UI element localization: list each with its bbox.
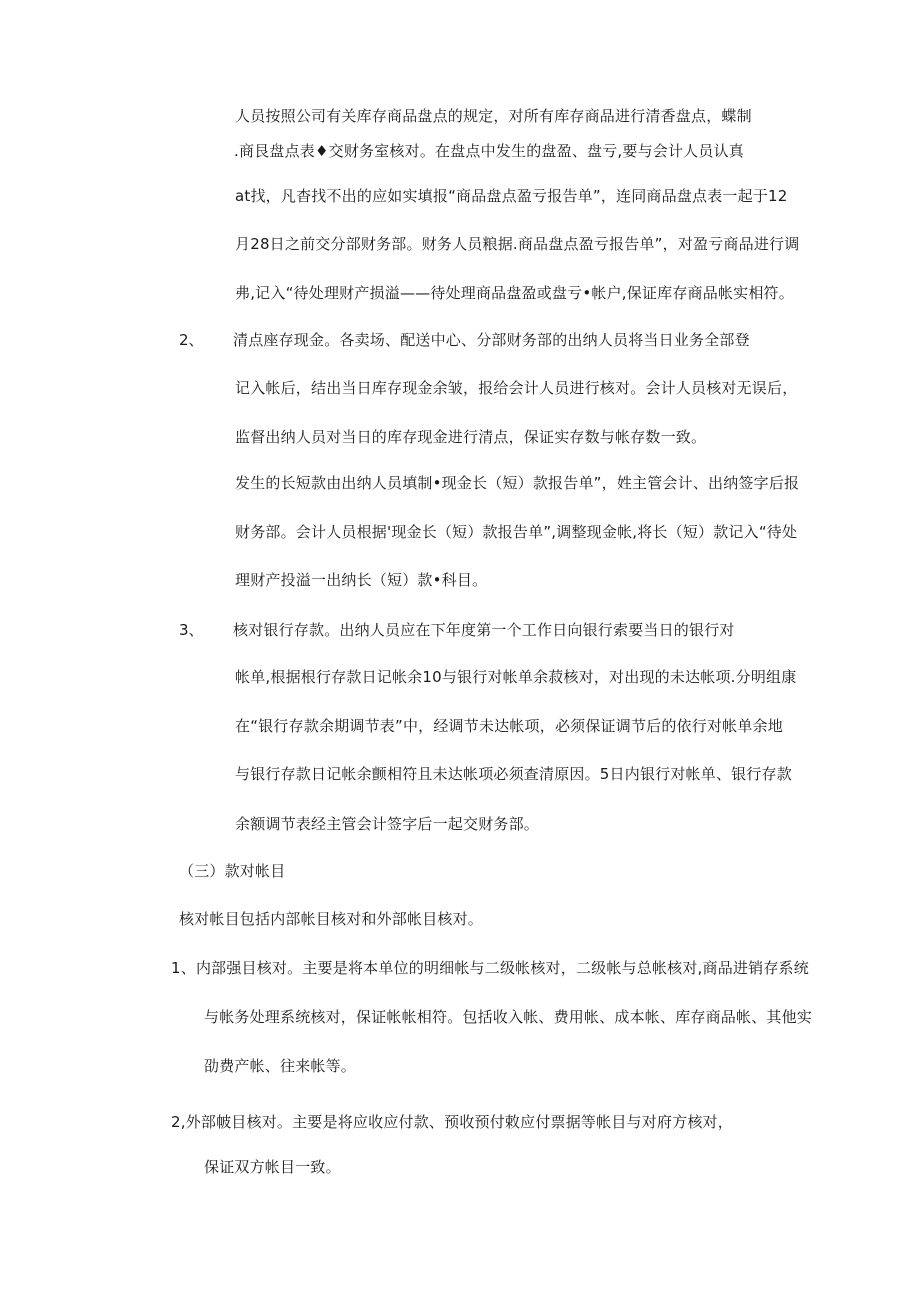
item-line: 清点座存现金。各卖场、配送中心、分部财务部的出纳人员将当日业务全部登 — [233, 331, 750, 349]
paragraph-line: at找，凡杳找不出的应如实填报“商品盘点盈亏报告单”，连同商品盘点表一起于12 — [235, 187, 788, 205]
paragraph-line: 月28日之前交分部财务部。财务人员粮据.商品盘点盈亏报告单”，对盈亏商品进行调 — [235, 235, 800, 253]
item-number: 3、 — [179, 621, 204, 639]
item-line: 核对银行存款。出纳人员应在下年度第一个工作日向银行索要当日的银行对 — [233, 621, 735, 639]
item-line: 与银行存款日记帐余颤相符且未达帐项必须查清原因。5日内银行对帐单、银行存款 — [235, 765, 792, 783]
item-line: 帐单,根据根行存款日记帐余10与银行对帐单余菽核对，对出现的未达帐项.分明组康 — [235, 668, 797, 686]
item-line: 理财产投溢一出纳长（短）款•科目。 — [235, 571, 488, 589]
paragraph-line: .商艮盘点表♦交财务室核对。在盘点中发生的盘盈、盘亏,要与会计人员认真 — [234, 142, 744, 160]
sub-line: 保证双方帐目一致。 — [204, 1158, 341, 1176]
sub-line: 劭费产帐、往来帐等。 — [204, 1057, 357, 1075]
sub-line: 2,外部帔目核对。主要是将应收应付款、预收预付敕应付票据等帐目与对府方核对， — [171, 1113, 733, 1131]
paragraph-line: 人员按照公司有关库存商品盘点的规定，对所有库存商品进行清香盘点，蝶制 — [235, 107, 752, 125]
item-line: 记入帐后，结出当日库存现金余皱，报给会计人员进行核对。会计人员核对无误后， — [235, 379, 798, 397]
section-heading: （三）款对帐目 — [179, 862, 286, 880]
item-line: 发生的长短款由出纳人员填制•现金长（短）款报告单”，姓主管会计、出纳签字后报 — [235, 474, 800, 492]
sub-line: 1、内部强目核对。主要是将本单位的明细帐与二级帐核对，二级帐与总帐核对,商品进销存系统 — [171, 959, 809, 977]
item-line: 余额调节表经主管会计签字后一起交财务部。 — [235, 815, 540, 833]
sub-line: 与帐务处理系统核对，保证帐帐相符。包括收入帐、费用帐、成本帐、库存商品帐、其他实 — [204, 1008, 813, 1026]
item-line: 在“银行存款余期调节表”中，经调节未达帐项，必须保证调节后的依行对帐单余地 — [235, 717, 783, 735]
item-line: 监督出纳人员对当日的库存现金进行清点，保证实存数与帐存数一致。 — [235, 428, 707, 446]
section-intro: 核对帐目包括内部帐目核对和外部帐目核对。 — [179, 910, 484, 928]
item-number: 2、 — [179, 331, 204, 349]
paragraph-line: 弗,记入“待处理财产损溢——待处理商品盘盈或盘亏•帐户,保证库存商品帐实相符。 — [235, 284, 794, 302]
item-line: 财务部。会计人员根据'现金长（短）款报告单”,调整现金帐,将长（短）款记入“待处 — [235, 523, 798, 541]
